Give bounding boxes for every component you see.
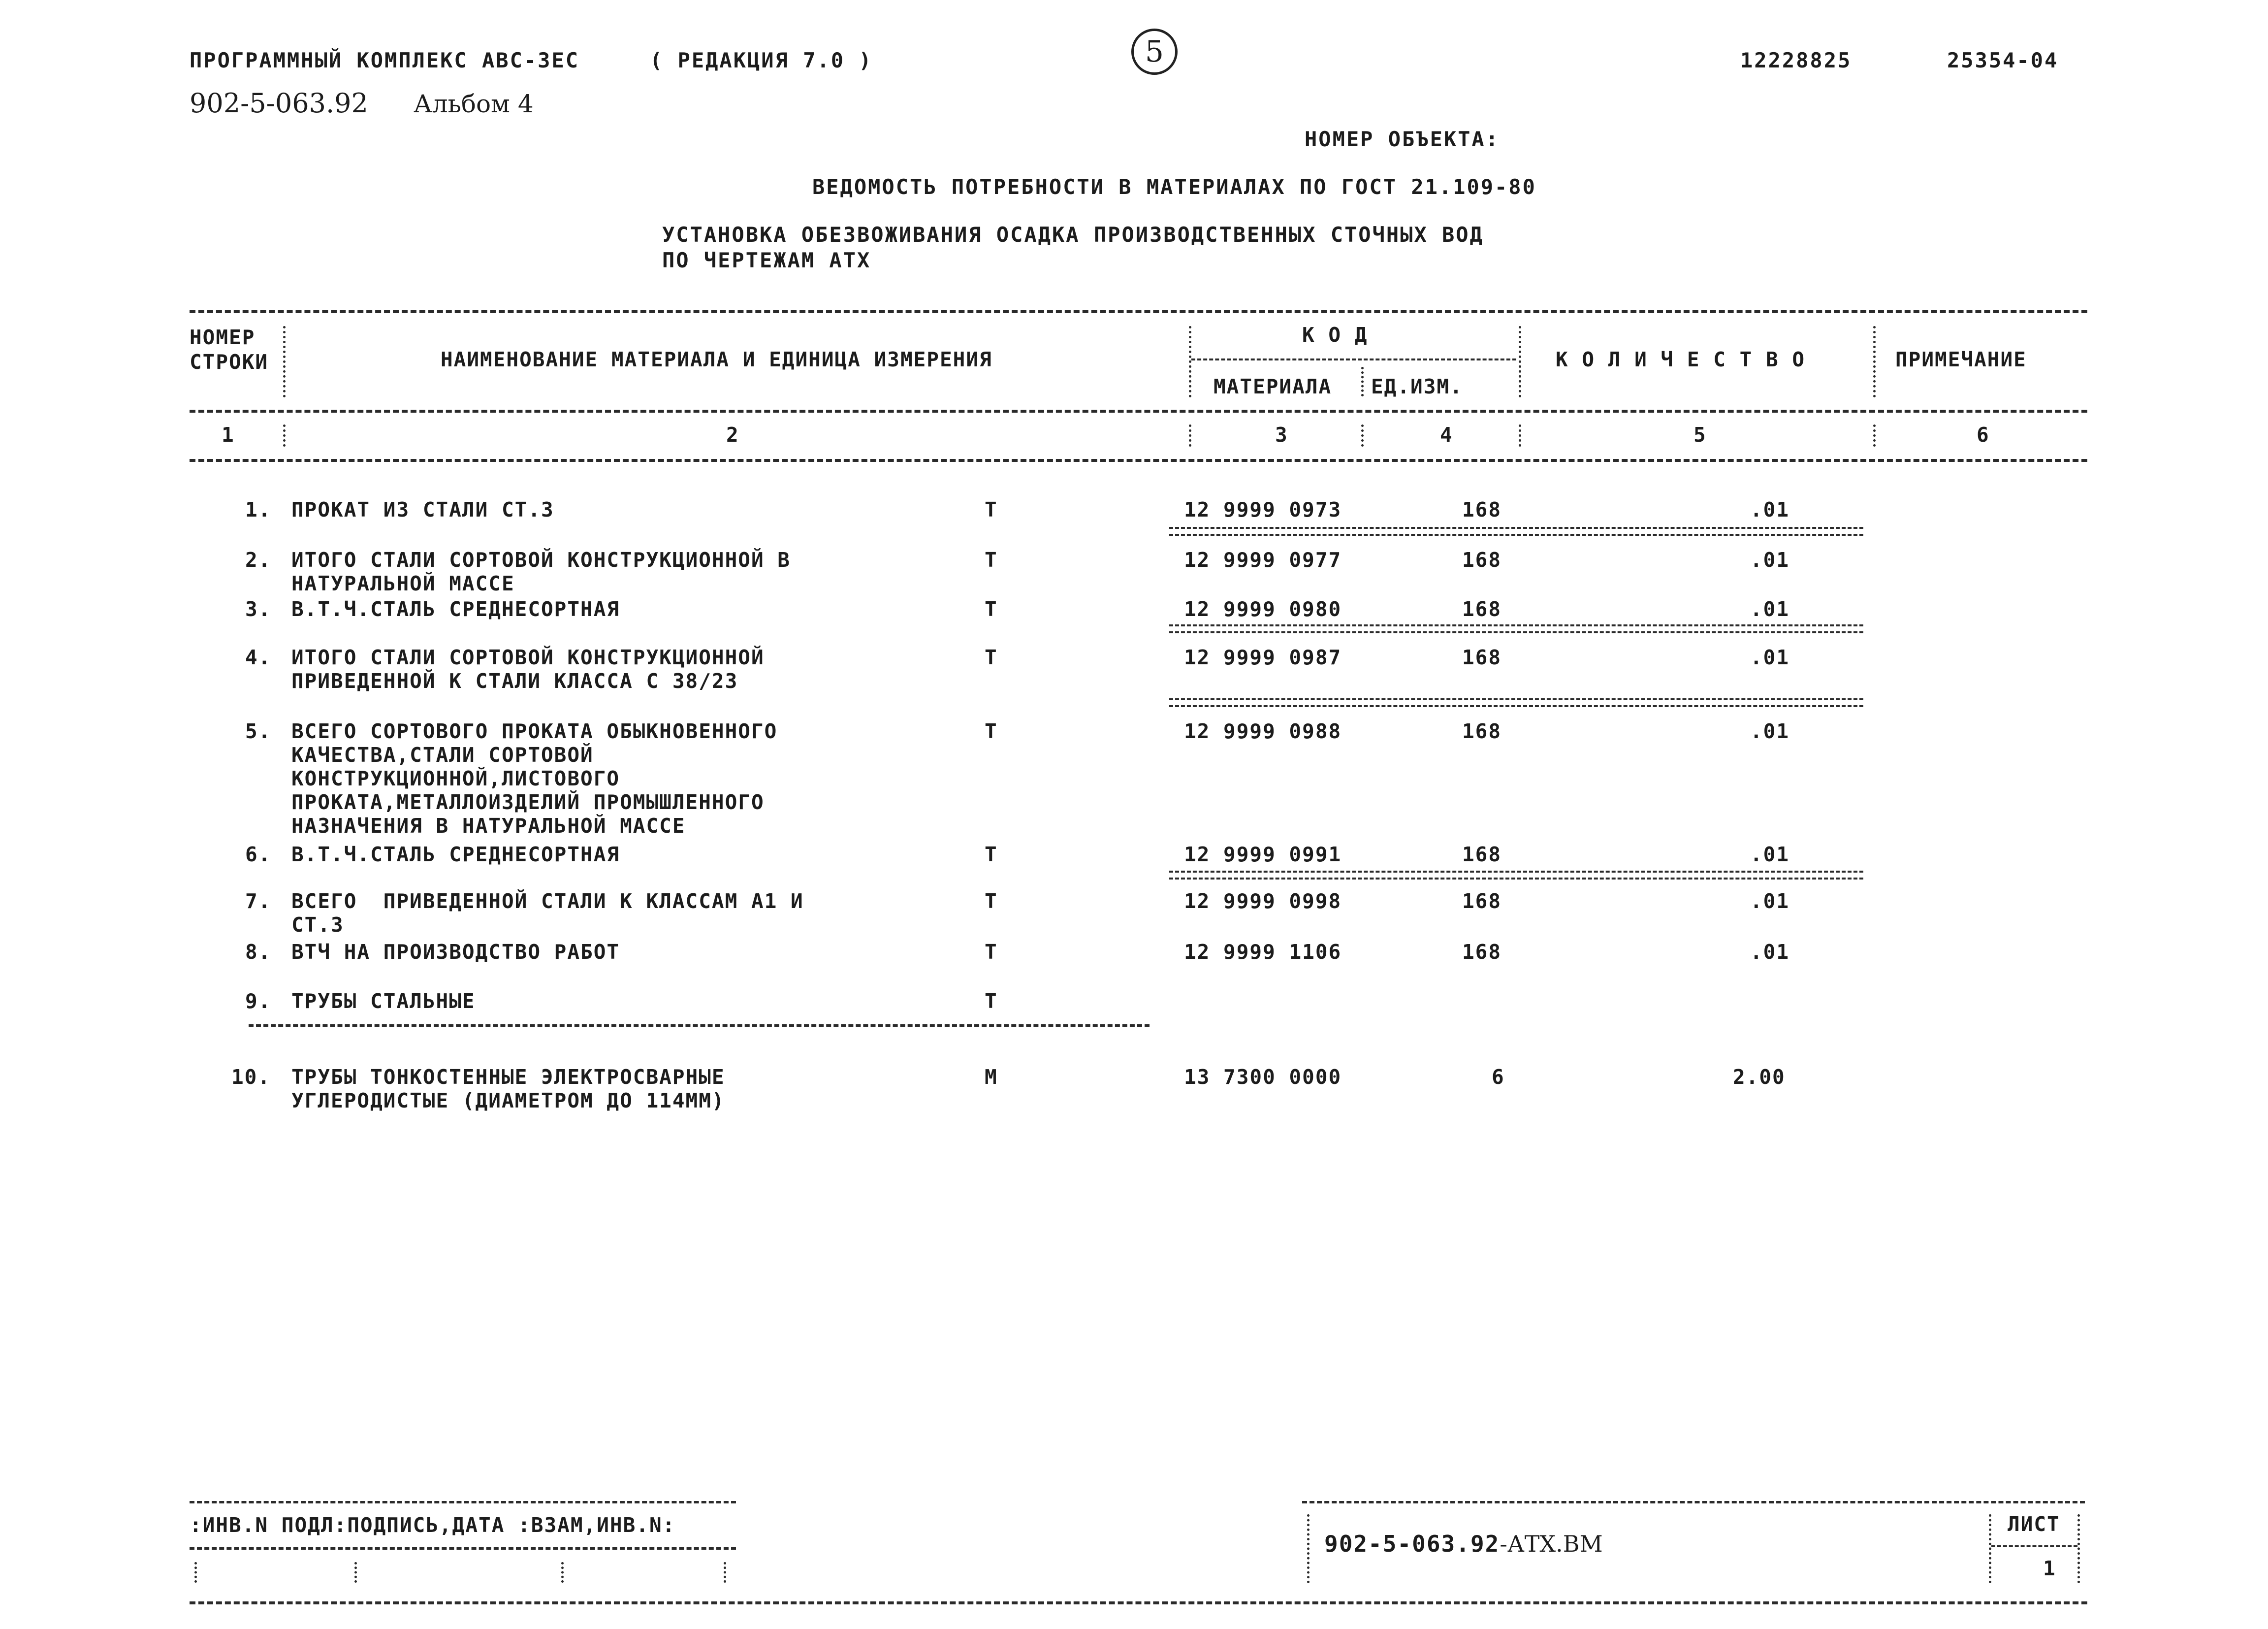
row-10-unit-code: 6: [1492, 1065, 1505, 1089]
row-3-code: 12 9999 0980: [1184, 597, 1342, 621]
row-9-name-line1: ТРУБЫ СТАЛЬНЫЕ: [291, 989, 476, 1013]
row-1-unit: Т: [985, 498, 998, 521]
header-row-no-line2: СТРОКИ: [190, 350, 269, 374]
header-code-material: МАТЕРИАЛА: [1214, 375, 1332, 398]
row-5-name-line3: КОНСТРУКЦИОННОЙ,ЛИСТОВОГО: [291, 767, 620, 790]
row-1-double-rule: [1169, 527, 1863, 536]
row-7-unit: Т: [985, 889, 998, 913]
header-code: К О Д: [1302, 323, 1368, 347]
colnum-divider-1: [283, 424, 286, 447]
header-material-name: НАИМЕНОВАНИЕ МАТЕРИАЛА И ЕДИНИЦА ИЗМЕРЕНИЯ: [441, 348, 992, 371]
header-row-no-line1: НОМЕР: [190, 326, 256, 349]
row-7-unit-code: 168: [1462, 889, 1502, 913]
row-8-name-line1: ВТЧ НА ПРОИЗВОДСТВО РАБОТ: [291, 940, 620, 964]
row-5-number: 5.: [245, 719, 272, 743]
footer-left-divider-2: [354, 1562, 357, 1583]
row-5-unit-code: 168: [1462, 719, 1502, 743]
row-7-name-line1: ВСЕГО ПРИВЕДЕННОЙ СТАЛИ К КЛАССАМ А1 И: [291, 889, 804, 913]
row-4-unit-code: 168: [1462, 646, 1502, 669]
header-divider-4: [1519, 326, 1521, 397]
header-code-2: 25354-04: [1947, 48, 2059, 72]
header-divider-3: [1361, 367, 1364, 396]
row-9-number: 9.: [245, 989, 272, 1013]
row-5-name-line1: ВСЕГО СОРТОВОГО ПРОКАТА ОБЫКНОВЕННОГО: [291, 719, 778, 743]
row-10-quantity: 2.00: [1733, 1065, 1786, 1089]
row-6-code: 12 9999 0991: [1184, 843, 1342, 866]
footer-left-top-rule: [190, 1501, 736, 1503]
column-numbers-bottom-rule: [190, 459, 2087, 462]
header-code-unit: ЕД.ИЗМ.: [1371, 375, 1463, 398]
row-3-quantity: .01: [1750, 597, 1790, 621]
footer-left-divider-3: [561, 1562, 564, 1583]
footer-right-top-rule: [1302, 1501, 2085, 1503]
row-1-code: 12 9999 0973: [1184, 498, 1342, 521]
footer-doc-code-suffix: -АТХ.ВМ: [1500, 1531, 1603, 1557]
header-bottom-rule: [190, 410, 2087, 413]
row-4-number: 4.: [245, 646, 272, 669]
col-number-4: 4: [1440, 423, 1453, 447]
row-3-name-line1: В.Т.Ч.СТАЛЬ СРЕДНЕСОРТНАЯ: [291, 597, 620, 621]
row-10-name-line1: ТРУБЫ ТОНКОСТЕННЫЕ ЭЛЕКТРОСВАРНЫЕ: [291, 1065, 725, 1089]
album-label: Альбом 4: [414, 90, 534, 118]
col-number-2: 2: [726, 423, 739, 447]
doc-number: 902-5-063.92: [190, 88, 368, 119]
row-3-double-rule: [1169, 624, 1863, 633]
col-number-5: 5: [1693, 423, 1707, 447]
row-1-name-line1: ПРОКАТ ИЗ СТАЛИ СТ.3: [291, 498, 554, 521]
row-4-double-rule: [1169, 698, 1863, 707]
colnum-divider-4: [1519, 424, 1521, 447]
header-code-rule: [1191, 358, 1516, 360]
header-note: ПРИМЕЧАНИЕ: [1895, 348, 2027, 371]
row-8-unit-code: 168: [1462, 940, 1502, 964]
row-5-name-line5: НАЗНАЧЕНИЯ В НАТУРАЛЬНОЙ МАССЕ: [291, 814, 686, 838]
row-1-unit-code: 168: [1462, 498, 1502, 521]
row-9-rule: [249, 1024, 1150, 1027]
row-3-number: 3.: [245, 597, 272, 621]
footer-sheet-rule: [1991, 1545, 2077, 1547]
col-number-3: 3: [1275, 423, 1288, 447]
row-10-number: 10.: [231, 1065, 271, 1089]
document-title: ВЕДОМОСТЬ ПОТРЕБНОСТИ В МАТЕРИАЛАХ ПО ГОСТ 21.109-80: [812, 175, 1536, 199]
row-7-code: 12 9999 0998: [1184, 889, 1342, 913]
footer-left-divider-1: [194, 1562, 197, 1583]
row-8-unit: Т: [985, 940, 998, 964]
footer-sheet-label: ЛИСТ: [2008, 1512, 2060, 1536]
row-8-number: 8.: [245, 940, 272, 964]
footer-right-divider-1: [1307, 1514, 1310, 1583]
row-4-quantity: .01: [1750, 646, 1790, 669]
row-9-unit: Т: [985, 989, 998, 1013]
row-2-unit: Т: [985, 548, 998, 572]
row-1-quantity: .01: [1750, 498, 1790, 521]
col-number-6: 6: [1977, 423, 1990, 447]
header-quantity: К О Л И Ч Е С Т В О: [1556, 348, 1805, 371]
row-2-code: 12 9999 0977: [1184, 548, 1342, 572]
row-6-double-rule: [1169, 871, 1863, 880]
row-5-quantity: .01: [1750, 719, 1790, 743]
footer-right-divider-2: [1989, 1514, 1991, 1583]
header-code-1: 12228825: [1740, 48, 1852, 72]
row-6-number: 6.: [245, 843, 272, 866]
row-7-number: 7.: [245, 889, 272, 913]
footer-stamp-labels: :ИНВ.N ПОДЛ:ПОДПИСЬ,ДАТА :ВЗАМ,ИНВ.N:: [190, 1513, 676, 1537]
header-divider-1: [283, 326, 286, 397]
table-top-rule: [190, 310, 2087, 313]
row-6-unit: Т: [985, 843, 998, 866]
row-5-code: 12 9999 0988: [1184, 719, 1342, 743]
row-10-unit: М: [985, 1065, 998, 1089]
row-4-name-line2: ПРИВЕДЕННОЙ К СТАЛИ КЛАССА С 38/23: [291, 669, 738, 693]
colnum-divider-5: [1873, 424, 1876, 447]
row-2-quantity: .01: [1750, 548, 1790, 572]
colnum-divider-2: [1189, 424, 1191, 447]
row-2-number: 2.: [245, 548, 272, 572]
row-8-code: 12 9999 1106: [1184, 940, 1342, 964]
page-stamp: 5: [1131, 29, 1178, 75]
footer-right-divider-3: [2077, 1514, 2080, 1583]
row-6-name-line1: В.Т.Ч.СТАЛЬ СРЕДНЕСОРТНАЯ: [291, 843, 620, 866]
row-10-name-line2: УГЛЕРОДИСТЫЕ (ДИАМЕТРОМ ДО 114ММ): [291, 1089, 725, 1112]
row-5-name-line4: ПРОКАТА,МЕТАЛЛОИЗДЕЛИЙ ПРОМЫШЛЕННОГО: [291, 790, 765, 814]
row-3-unit: Т: [985, 597, 998, 621]
footer-left-divider-4: [724, 1562, 726, 1583]
edition-label: ( РЕДАКЦИЯ 7.0 ): [650, 48, 873, 72]
col-number-1: 1: [222, 423, 235, 447]
row-2-name-line2: НАТУРАЛЬНОЙ МАССЕ: [291, 572, 515, 595]
row-4-code: 12 9999 0987: [1184, 646, 1342, 669]
footer-doc-code: [1324, 1531, 1603, 1557]
footer-bottom-rule: [190, 1601, 2087, 1604]
row-2-name-line1: ИТОГО СТАЛИ СОРТОВОЙ КОНСТРУКЦИОННОЙ В: [291, 548, 791, 572]
row-5-unit: Т: [985, 719, 998, 743]
document-subtitle-line2: ПО ЧЕРТЕЖАМ АТХ: [662, 248, 871, 272]
row-1-number: 1.: [245, 498, 272, 521]
row-6-unit-code: 168: [1462, 843, 1502, 866]
row-2-unit-code: 168: [1462, 548, 1502, 572]
program-name: ПРОГРАММНЫЙ КОМПЛЕКС АВС-3ЕС: [190, 48, 580, 72]
row-5-name-line2: КАЧЕСТВА,СТАЛИ СОРТОВОЙ: [291, 743, 594, 767]
row-7-name-line2: СТ.3: [291, 913, 344, 937]
document-subtitle-line1: УСТАНОВКА ОБЕЗВОЖИВАНИЯ ОСАДКА ПРОИЗВОДСТВЕННЫХ СТОЧНЫХ ВОД: [662, 223, 1484, 247]
footer-sheet-number: 1: [2043, 1557, 2056, 1580]
row-4-unit: Т: [985, 646, 998, 669]
row-6-quantity: .01: [1750, 843, 1790, 866]
footer-doc-code-prefix: 902-5-063.92: [1324, 1531, 1500, 1557]
row-8-quantity: .01: [1750, 940, 1790, 964]
row-7-quantity: .01: [1750, 889, 1790, 913]
header-divider-2: [1189, 326, 1191, 397]
colnum-divider-3: [1361, 424, 1364, 447]
row-10-code: 13 7300 0000: [1184, 1065, 1342, 1089]
row-3-unit-code: 168: [1462, 597, 1502, 621]
footer-left-mid-rule: [190, 1547, 736, 1550]
header-divider-5: [1873, 326, 1876, 397]
object-number-label: НОМЕР ОБЪЕКТА:: [1305, 127, 1500, 151]
row-4-name-line1: ИТОГО СТАЛИ СОРТОВОЙ КОНСТРУКЦИОННОЙ: [291, 646, 765, 669]
